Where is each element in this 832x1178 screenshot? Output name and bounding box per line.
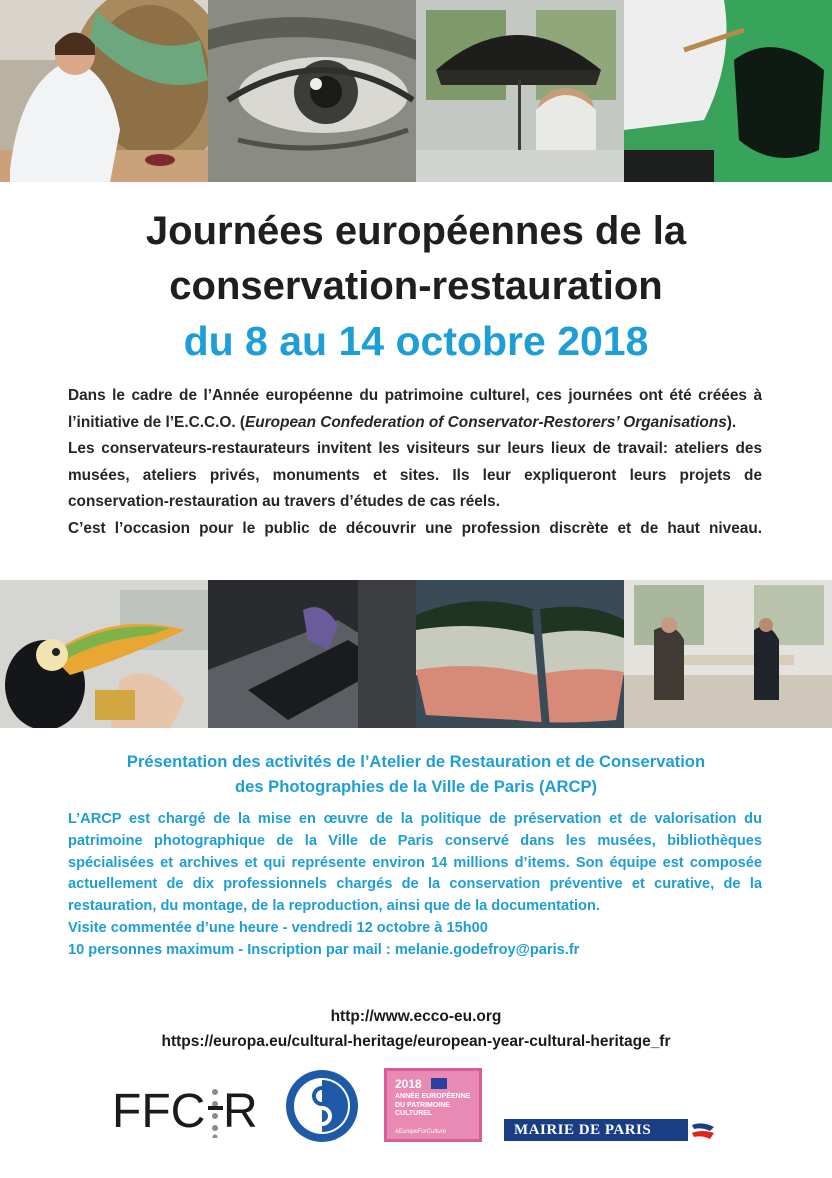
- europa-link[interactable]: https://europa.eu/cultural-heritage/european-year-cultural-heritage_fr: [161, 1033, 671, 1050]
- eyc-year: 2018: [395, 1077, 422, 1091]
- mairie-logo-text: MAIRIE DE PARIS: [514, 1122, 652, 1138]
- photo-paint-cross-section: [416, 580, 624, 728]
- ffcr-logo: [112, 1082, 262, 1138]
- photo-gloved-hands: [208, 580, 416, 728]
- eu-flag-icon: [431, 1078, 447, 1089]
- ecco-logo: [284, 1068, 360, 1144]
- mairie-de-paris-logo: [504, 1119, 718, 1141]
- photo-restorer-vessel: [0, 0, 208, 182]
- intro-paragraph-2: Les conservateurs-restaurateurs invitent les visiteurs sur leurs lieux de travail: ateliers des musées, ateliers privés, monuments et sites. Ils leur expliqueront leurs projets de conservation-restauration au travers d’études de cas réels.: [68, 440, 762, 510]
- photo-workshop: [624, 580, 832, 728]
- intro-paragraph-3: C’est l’occasion pour le public de découvrir une profession discrète et de haut niveau.: [68, 519, 762, 537]
- european-year-cultural-heritage-logo: [384, 1068, 482, 1142]
- photo-toucan: [0, 580, 208, 728]
- svg-text:R: R: [223, 1085, 258, 1138]
- arcp-title-line-1: Présentation des activités de l’Atelier de Restauration et de Conservation: [126, 752, 706, 771]
- event-dates: du 8 au 14 octobre 2018: [183, 318, 649, 364]
- title-line-1: Journées européennes de la: [145, 209, 687, 253]
- paris-ship-icon: [688, 1119, 718, 1141]
- visit-info: Visite commentée d’une heure - vendredi 12 octobre à 15h00: [68, 919, 488, 936]
- ecco-full-name: European Confederation of Conservator-Restorers’ Organisations: [245, 413, 727, 431]
- title-line-2: conservation-restauration: [169, 264, 663, 308]
- middle-photo-strip: [0, 580, 832, 728]
- svg-text:FFC: FFC: [112, 1085, 206, 1138]
- ecco-link[interactable]: http://www.ecco-eu.org: [330, 1008, 502, 1025]
- top-photo-strip: [0, 0, 832, 182]
- intro-text: [68, 383, 762, 542]
- intro-p1-after: ).: [726, 413, 737, 431]
- eyc-hashtag: #EuropeForCulture: [395, 1129, 447, 1135]
- arcp-description: L’ARCP est chargé de la mise en œuvre de la politique de préservation et de valorisation du patrimoine photographique de la Ville de Paris conservé dans les musées, bibliothèques spécialisées et archives et qui représente environ 14 millions d’items. Son équipe est composée actuellement de dix professionnels chargés de la conservation préventive et curative, de la restauration, du montage, de la reproduction, ainsi que de la documentation.: [68, 811, 762, 915]
- signup-info: 10 personnes maximum - Inscription par mail : melanie.godefroy@paris.fr: [68, 941, 580, 958]
- arcp-section-body: [68, 809, 762, 962]
- arcp-section-title: [40, 749, 792, 799]
- arcp-title-line-2: des Photographies de la Ville de Paris (ARCP): [234, 777, 598, 796]
- photo-green-painting: [624, 0, 832, 182]
- eyc-text: ANNÉE EUROPÉENNE DU PATRIMOINE CULTUREL: [395, 1093, 471, 1117]
- photo-engraved-eye: [208, 0, 416, 182]
- intro-p1-before: Dans le cadre de l’Année européenne du patrimoine culturel, ces journées ont été créées à l’initiative de l’E.C.C.O. (: [68, 387, 762, 431]
- intro-paragraph-1: [68, 383, 762, 436]
- photo-parasol-restoration: [416, 0, 624, 182]
